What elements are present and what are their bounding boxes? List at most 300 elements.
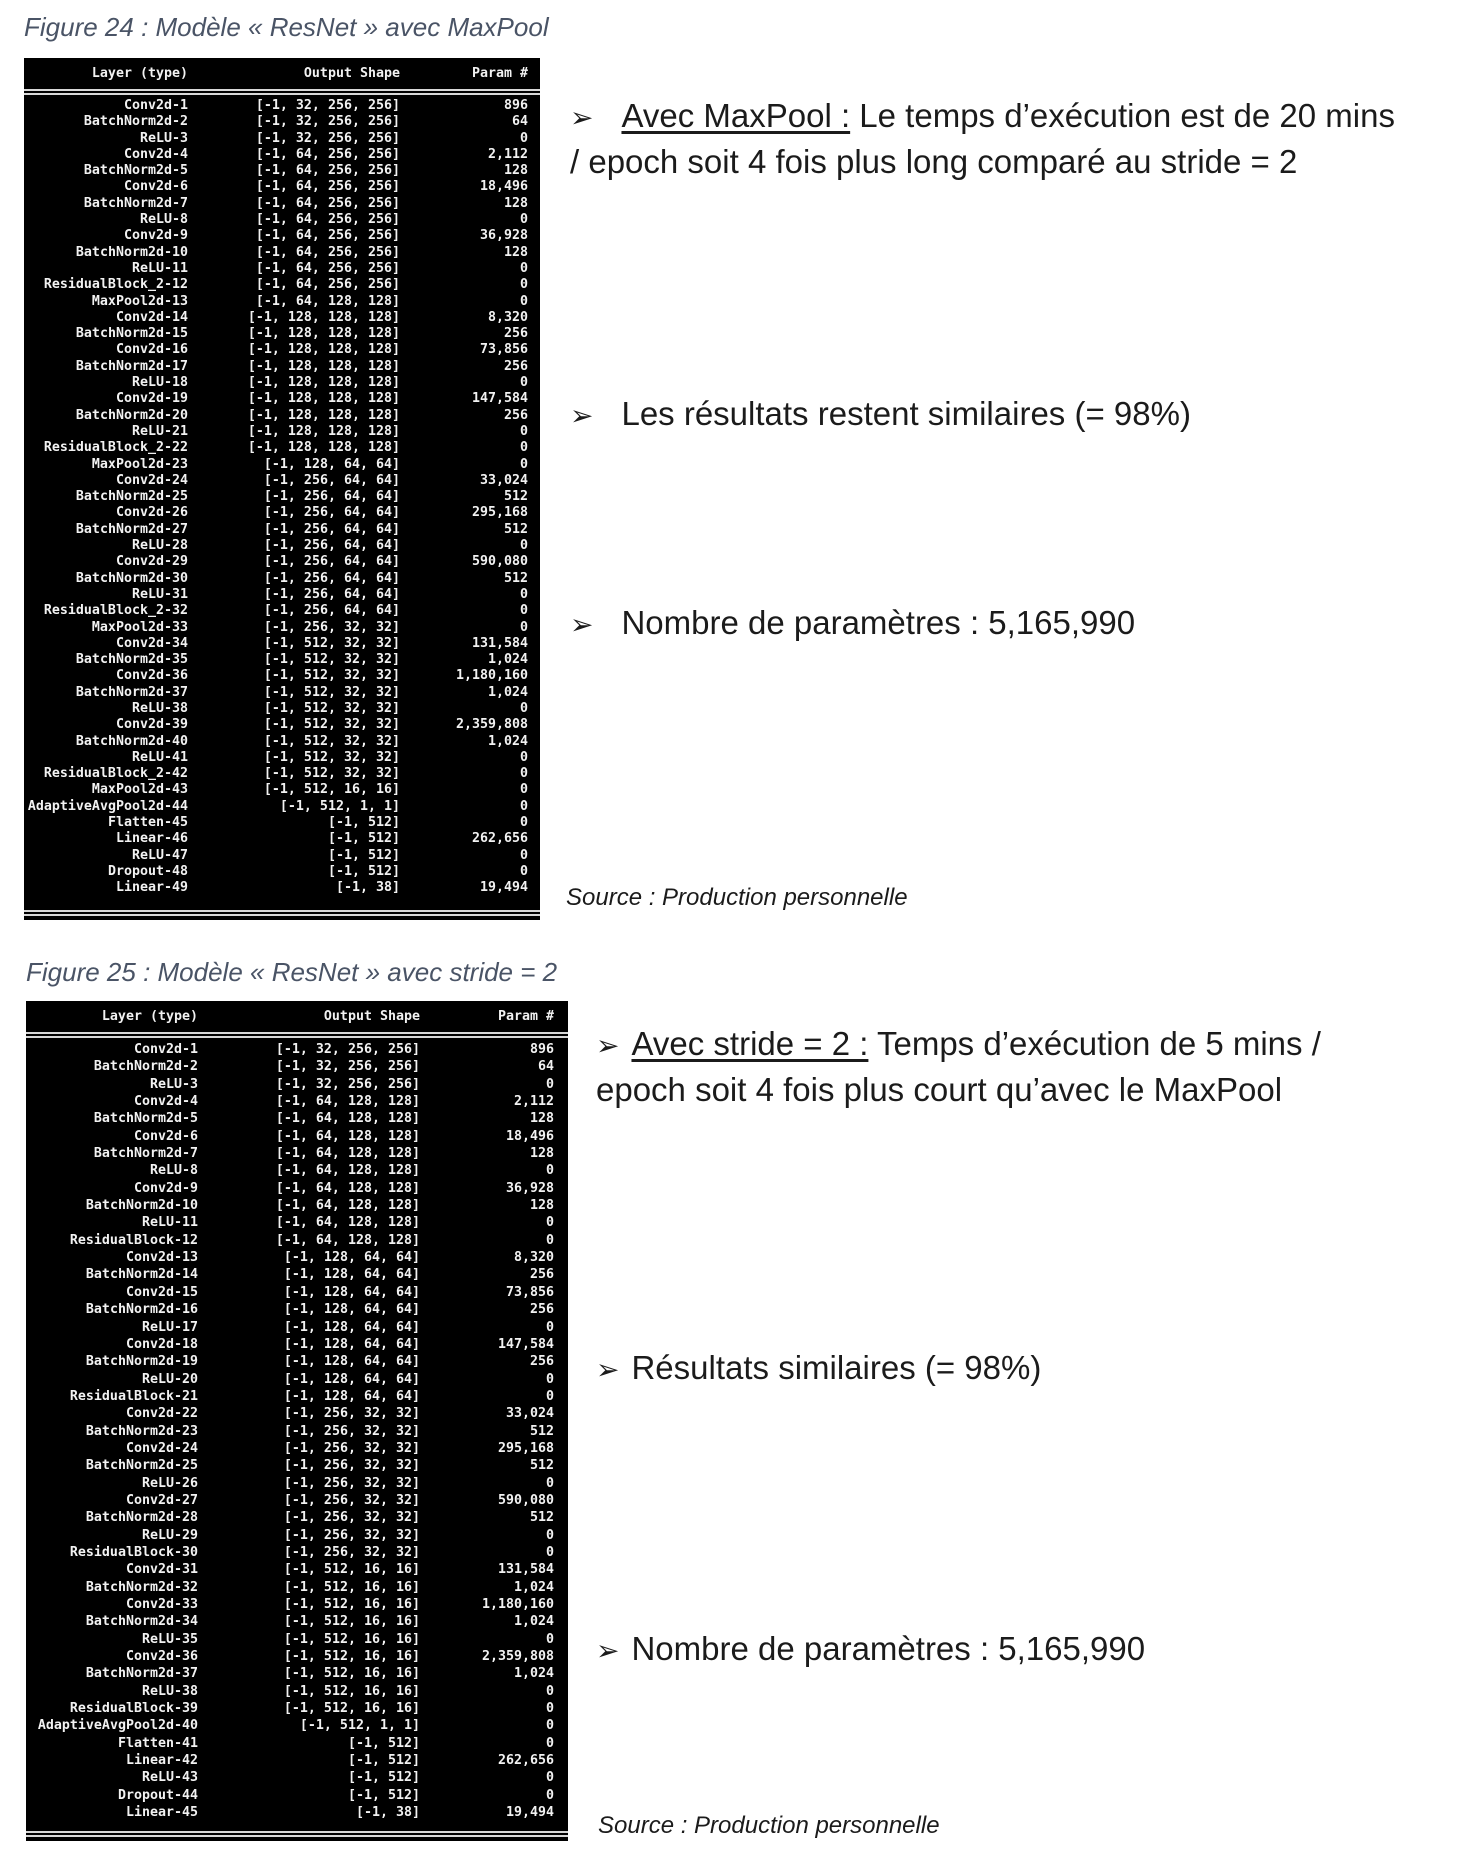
output-shape: [-1, 128, 64, 64] [283, 1284, 420, 1300]
param-count: 131,584 [497, 1562, 554, 1578]
table-row [24, 473, 540, 489]
output-shape: [-1, 512, 32, 32] [263, 733, 400, 749]
table-row [26, 1665, 568, 1682]
layer-name: Conv2d-33 [125, 1597, 198, 1612]
layer-name: Conv2d-24 [115, 472, 188, 488]
param-count: 1,180,160 [455, 668, 528, 684]
table-row [24, 212, 540, 228]
layer-name: ReLU-8 [139, 212, 188, 228]
bullet-text: Nombre de paramètres : 5,165,990 [621, 604, 1136, 641]
arrowhead-bullet-icon: ➢ [570, 609, 594, 640]
table-row [24, 848, 540, 864]
table-row [26, 1214, 568, 1231]
param-count: 0 [545, 1527, 554, 1543]
param-count: 33,024 [505, 1406, 554, 1422]
param-count: 256 [503, 407, 528, 423]
layer-name: BatchNorm2d-25 [85, 1458, 198, 1474]
output-shape: [-1, 128, 128, 128] [247, 391, 400, 407]
param-count: 0 [519, 619, 528, 635]
layer-name: Conv2d-26 [115, 505, 188, 521]
footer-separator [24, 910, 540, 916]
table-row [24, 505, 540, 521]
output-shape: [-1, 512, 32, 32] [263, 766, 400, 782]
layer-name: BatchNorm2d-7 [93, 1146, 198, 1162]
layer-name: ReLU-3 [149, 1076, 198, 1092]
layer-name: BatchNorm2d-10 [85, 1198, 198, 1214]
layer-name: Conv2d-9 [133, 1180, 198, 1196]
layer-name: Conv2d-24 [125, 1440, 198, 1456]
header-param: Param # [471, 65, 528, 81]
table-row [26, 1162, 568, 1179]
output-shape: [-1, 512, 32, 32] [263, 684, 400, 700]
param-count: 262,656 [497, 1753, 554, 1769]
layer-name: BatchNorm2d-16 [85, 1302, 198, 1318]
param-count: 256 [529, 1302, 554, 1318]
param-count: 0 [545, 1319, 554, 1335]
table-row [24, 375, 540, 391]
param-count: 19,494 [505, 1805, 554, 1821]
layer-name: Conv2d-6 [133, 1128, 198, 1144]
layer-name: MaxPool2d-13 [91, 293, 188, 309]
output-shape: [-1, 512, 32, 32] [263, 700, 400, 716]
table-row [24, 831, 540, 847]
table-row [24, 652, 540, 668]
layer-name: Conv2d-4 [123, 146, 188, 162]
output-shape: [-1, 512, 16, 16] [283, 1649, 420, 1665]
param-count: 147,584 [471, 391, 528, 407]
output-shape: [-1, 256, 32, 32] [283, 1527, 420, 1543]
layer-name: Conv2d-1 [123, 98, 188, 113]
table-row [26, 1388, 568, 1405]
layer-name: BatchNorm2d-17 [75, 358, 188, 374]
layer-name: ReLU-11 [141, 1215, 198, 1231]
table-row [24, 342, 540, 358]
table-row [24, 408, 540, 424]
table-row [24, 880, 540, 896]
layer-name: Flatten-45 [107, 815, 188, 831]
param-count: 0 [545, 1475, 554, 1491]
param-count: 131,584 [471, 635, 528, 651]
table-row [26, 1631, 568, 1648]
param-count: 0 [545, 1371, 554, 1387]
output-shape: [-1, 128, 64, 64] [283, 1302, 420, 1318]
param-count: 0 [519, 293, 528, 309]
param-count: 0 [545, 1232, 554, 1248]
layer-name: ReLU-21 [131, 423, 188, 439]
output-shape: [-1, 256, 32, 32] [283, 1458, 420, 1474]
layer-name: ReLU-29 [141, 1527, 198, 1543]
layer-name: BatchNorm2d-35 [75, 652, 188, 668]
arrowhead-bullet-icon: ➢ [570, 102, 594, 133]
table-row [26, 1249, 568, 1266]
layer-name: ReLU-28 [131, 538, 188, 554]
layer-name: ReLU-47 [131, 847, 188, 863]
param-count: 256 [503, 358, 528, 374]
table-row [24, 766, 540, 782]
summary-header [24, 58, 540, 88]
param-count: 33,024 [479, 472, 528, 488]
table-row [24, 131, 540, 147]
output-shape: [-1, 512, 16, 16] [283, 1666, 420, 1682]
param-count: 512 [529, 1423, 554, 1439]
layer-name: ReLU-26 [141, 1475, 198, 1491]
param-count: 128 [529, 1111, 554, 1127]
output-shape: [-1, 64, 128, 128] [275, 1094, 420, 1110]
figure-24-bullet-params [570, 601, 1410, 647]
param-count: 1,024 [513, 1614, 554, 1630]
output-shape: [-1, 512, 16, 16] [263, 782, 400, 798]
table-row [26, 1804, 568, 1821]
param-count: 0 [545, 1787, 554, 1803]
output-shape: [-1, 64, 256, 256] [255, 244, 400, 260]
output-shape: [-1, 128, 64, 64] [283, 1371, 420, 1387]
figure-24-bullet-maxpool [570, 94, 1410, 184]
layer-name: BatchNorm2d-5 [83, 163, 188, 179]
layer-name: BatchNorm2d-27 [75, 521, 188, 537]
figure-24-model-summary [24, 58, 540, 920]
param-count: 0 [519, 277, 528, 293]
table-row [24, 277, 540, 293]
output-shape: [-1, 64, 256, 256] [255, 212, 400, 228]
param-count: 896 [529, 1042, 554, 1057]
param-count: 0 [545, 1076, 554, 1092]
output-shape: [-1, 256, 32, 32] [283, 1440, 420, 1456]
param-count: 0 [519, 212, 528, 228]
arrowhead-bullet-icon: ➢ [596, 1354, 620, 1385]
table-row [24, 603, 540, 619]
layer-name: Conv2d-13 [125, 1250, 198, 1266]
table-row [26, 1717, 568, 1734]
layer-name: Flatten-41 [117, 1735, 198, 1751]
param-count: 1,024 [513, 1579, 554, 1595]
param-count: 1,024 [487, 684, 528, 700]
summary-header [26, 1001, 568, 1031]
table-row [26, 1423, 568, 1440]
param-count: 0 [545, 1770, 554, 1786]
output-shape: [-1, 128, 128, 128] [247, 326, 400, 342]
header-separator [26, 1032, 568, 1038]
layer-name: Conv2d-1 [133, 1042, 198, 1057]
output-shape: [-1, 128, 64, 64] [283, 1354, 420, 1370]
output-shape: [-1, 512, 1, 1] [279, 798, 400, 814]
layer-name: BatchNorm2d-34 [85, 1614, 198, 1630]
param-count: 295,168 [471, 505, 528, 521]
output-shape: [-1, 256, 64, 64] [263, 570, 400, 586]
table-row [24, 750, 540, 766]
output-shape: [-1, 512, 32, 32] [263, 635, 400, 651]
layer-name: ResidualBlock-39 [69, 1701, 198, 1717]
table-row [26, 1076, 568, 1093]
param-count: 0 [545, 1388, 554, 1404]
output-shape: [-1, 32, 256, 256] [275, 1059, 420, 1075]
layer-name: ReLU-3 [139, 130, 188, 146]
output-shape: [-1, 256, 32, 32] [283, 1475, 420, 1491]
layer-name: ReLU-35 [141, 1631, 198, 1647]
output-shape: [-1, 256, 64, 64] [263, 472, 400, 488]
output-shape: [-1, 128, 128, 128] [247, 375, 400, 391]
param-count: 73,856 [505, 1284, 554, 1300]
output-shape: [-1, 38] [355, 1805, 420, 1821]
param-count: 0 [519, 586, 528, 602]
param-count: 590,080 [471, 554, 528, 570]
output-shape: [-1, 256, 64, 64] [263, 505, 400, 521]
output-shape: [-1, 32, 256, 256] [255, 98, 400, 113]
param-count: 0 [519, 749, 528, 765]
table-row [26, 1266, 568, 1283]
table-row [26, 1336, 568, 1353]
output-shape: [-1, 64, 256, 256] [255, 195, 400, 211]
bullet-text: Temps d’exécution de 5 mins / epoch soit 4 fois plus court qu’avec le MaxPool [596, 1025, 1321, 1108]
table-row [24, 717, 540, 733]
layer-name: BatchNorm2d-37 [85, 1666, 198, 1682]
output-shape: [-1, 128, 64, 64] [283, 1388, 420, 1404]
output-shape: [-1, 512, 16, 16] [283, 1562, 420, 1578]
param-count: 0 [545, 1701, 554, 1717]
param-count: 19,494 [479, 880, 528, 896]
bullet-emphasis: Avec MaxPool : [621, 97, 851, 134]
output-shape: [-1, 512, 32, 32] [263, 749, 400, 765]
output-shape: [-1, 256, 32, 32] [283, 1544, 420, 1560]
layer-name: Linear-46 [115, 831, 188, 847]
table-row [26, 1475, 568, 1492]
param-count: 73,856 [479, 342, 528, 358]
layer-name: ReLU-18 [131, 375, 188, 391]
table-row [24, 864, 540, 880]
output-shape: [-1, 512, 32, 32] [263, 668, 400, 684]
param-count: 0 [519, 440, 528, 456]
output-shape: [-1, 128, 128, 128] [247, 342, 400, 358]
output-shape: [-1, 512, 32, 32] [263, 717, 400, 733]
output-shape: [-1, 128, 128, 128] [247, 423, 400, 439]
param-count: 0 [545, 1718, 554, 1734]
output-shape: [-1, 38] [335, 880, 400, 896]
layer-name: Conv2d-27 [125, 1492, 198, 1508]
param-count: 0 [519, 766, 528, 782]
param-count: 0 [545, 1735, 554, 1751]
layer-name: ReLU-43 [141, 1770, 198, 1786]
layer-name: Conv2d-19 [115, 391, 188, 407]
param-count: 0 [545, 1215, 554, 1231]
header-separator [24, 89, 540, 95]
output-shape: [-1, 64, 128, 128] [275, 1128, 420, 1144]
param-count: 0 [519, 603, 528, 619]
param-count: 1,024 [487, 733, 528, 749]
table-row [26, 1492, 568, 1509]
param-count: 0 [545, 1544, 554, 1560]
param-count: 18,496 [479, 179, 528, 195]
table-row [26, 1752, 568, 1769]
layer-name: MaxPool2d-33 [91, 619, 188, 635]
table-row [24, 391, 540, 407]
output-shape: [-1, 512, 16, 16] [283, 1597, 420, 1612]
layer-name: BatchNorm2d-7 [83, 195, 188, 211]
table-row [26, 1232, 568, 1249]
table-row [24, 196, 540, 212]
layer-name: Dropout-44 [117, 1787, 198, 1803]
output-shape: [-1, 512] [347, 1753, 420, 1769]
output-shape: [-1, 256, 32, 32] [283, 1492, 420, 1508]
param-count: 0 [519, 456, 528, 472]
layer-name: ReLU-31 [131, 586, 188, 602]
output-shape: [-1, 512] [347, 1770, 420, 1786]
figure-24-caption: Figure 24 : Modèle « ResNet » avec MaxPool [24, 12, 549, 42]
layer-name: ReLU-11 [131, 260, 188, 276]
table-row [26, 1769, 568, 1786]
param-count: 0 [545, 1631, 554, 1647]
table-row [24, 228, 540, 244]
output-shape: [-1, 32, 256, 256] [275, 1042, 420, 1057]
param-count: 1,180,160 [481, 1597, 554, 1612]
output-shape: [-1, 64, 128, 128] [275, 1198, 420, 1214]
output-shape: [-1, 256, 32, 32] [283, 1423, 420, 1439]
output-shape: [-1, 64, 256, 256] [255, 179, 400, 195]
param-count: 0 [519, 782, 528, 798]
output-shape: [-1, 128, 64, 64] [283, 1319, 420, 1335]
table-row [24, 636, 540, 652]
param-count: 64 [537, 1059, 554, 1075]
table-row [26, 1700, 568, 1717]
table-row [24, 571, 540, 587]
table-row [24, 799, 540, 815]
output-shape: [-1, 64, 128, 128] [275, 1146, 420, 1162]
param-count: 8,320 [487, 309, 528, 325]
param-count: 147,584 [497, 1336, 554, 1352]
param-count: 256 [503, 326, 528, 342]
param-count: 512 [529, 1458, 554, 1474]
output-shape: [-1, 128, 128, 128] [247, 407, 400, 423]
table-row [24, 734, 540, 750]
output-shape: [-1, 512, 16, 16] [283, 1579, 420, 1595]
layer-name: Conv2d-14 [115, 309, 188, 325]
layer-name: ReLU-38 [141, 1683, 198, 1699]
layer-name: BatchNorm2d-25 [75, 489, 188, 505]
layer-name: Conv2d-22 [125, 1406, 198, 1422]
output-shape: [-1, 512, 16, 16] [283, 1701, 420, 1717]
output-shape: [-1, 32, 256, 256] [255, 130, 400, 146]
layer-name: BatchNorm2d-5 [93, 1111, 198, 1127]
header-param: Param # [497, 1008, 554, 1024]
table-row [26, 1093, 568, 1110]
param-count: 295,168 [497, 1440, 554, 1456]
layer-name: MaxPool2d-23 [91, 456, 188, 472]
bullet-text: Le temps d’exécution est de 20 mins / epoch soit 4 fois plus long comparé au stride = 2 [570, 97, 1395, 180]
figure-25-bullet-results [596, 1346, 1416, 1392]
layer-name: MaxPool2d-43 [91, 782, 188, 798]
layer-name: BatchNorm2d-28 [85, 1510, 198, 1526]
table-row [26, 1561, 568, 1578]
output-shape: [-1, 512, 16, 16] [283, 1631, 420, 1647]
table-row [24, 440, 540, 456]
output-shape: [-1, 64, 256, 256] [255, 163, 400, 179]
table-row [26, 1440, 568, 1457]
param-count: 512 [503, 489, 528, 505]
table-row [26, 1180, 568, 1197]
output-shape: [-1, 32, 256, 256] [255, 114, 400, 130]
output-shape: [-1, 512] [347, 1787, 420, 1803]
layer-name: BatchNorm2d-2 [93, 1059, 198, 1075]
output-shape: [-1, 512] [327, 815, 400, 831]
layer-name: BatchNorm2d-20 [75, 407, 188, 423]
table-row [24, 163, 540, 179]
param-count: 2,112 [513, 1094, 554, 1110]
layer-name: ReLU-41 [131, 749, 188, 765]
param-count: 896 [503, 98, 528, 113]
table-row [24, 782, 540, 798]
table-row [26, 1319, 568, 1336]
layer-name: Conv2d-9 [123, 228, 188, 244]
output-shape: [-1, 64, 128, 128] [275, 1111, 420, 1127]
table-row [26, 1301, 568, 1318]
output-shape: [-1, 64, 256, 256] [255, 260, 400, 276]
param-count: 0 [519, 260, 528, 276]
layer-name: Linear-42 [125, 1753, 198, 1769]
table-row [24, 685, 540, 701]
layer-name: BatchNorm2d-14 [85, 1267, 198, 1283]
table-row [26, 1058, 568, 1075]
output-shape: [-1, 128, 64, 64] [263, 456, 400, 472]
output-shape: [-1, 256, 64, 64] [263, 554, 400, 570]
table-row [24, 114, 540, 130]
output-shape: [-1, 512] [327, 863, 400, 879]
table-row [24, 701, 540, 717]
table-row [26, 1613, 568, 1630]
table-row [24, 359, 540, 375]
header-layer: Layer (type) [91, 65, 188, 81]
figure-25-caption: Figure 25 : Modèle « ResNet » avec stride = 2 [26, 957, 558, 987]
output-shape: [-1, 32, 256, 256] [275, 1076, 420, 1092]
param-count: 0 [519, 798, 528, 814]
bullet-text: Nombre de paramètres : 5,165,990 [631, 1630, 1146, 1667]
table-row [24, 147, 540, 163]
output-shape: [-1, 256, 64, 64] [263, 521, 400, 537]
output-shape: [-1, 64, 128, 128] [275, 1163, 420, 1179]
output-shape: [-1, 256, 32, 32] [263, 619, 400, 635]
table-row [26, 1284, 568, 1301]
layer-name: Conv2d-34 [115, 635, 188, 651]
arrowhead-bullet-icon: ➢ [596, 1635, 620, 1666]
layer-name: Dropout-48 [107, 863, 188, 879]
table-row [24, 98, 540, 114]
table-row [26, 1579, 568, 1596]
layer-name: Conv2d-36 [125, 1649, 198, 1665]
layer-name: Conv2d-36 [115, 668, 188, 684]
output-shape: [-1, 128, 64, 64] [283, 1336, 420, 1352]
param-count: 512 [529, 1510, 554, 1526]
layer-name: Linear-49 [115, 880, 188, 896]
param-count: 0 [519, 423, 528, 439]
table-row [24, 620, 540, 636]
param-count: 0 [519, 538, 528, 554]
param-count: 0 [519, 700, 528, 716]
table-row [26, 1683, 568, 1700]
output-shape: [-1, 256, 64, 64] [263, 586, 400, 602]
table-row [26, 1110, 568, 1127]
output-shape: [-1, 64, 128, 128] [275, 1180, 420, 1196]
param-count: 262,656 [471, 831, 528, 847]
table-row [24, 457, 540, 473]
layer-name: Conv2d-4 [133, 1094, 198, 1110]
footer-separator [26, 1831, 568, 1837]
bullet-text: Résultats similaires (= 98%) [631, 1349, 1042, 1386]
output-shape: [-1, 512, 16, 16] [283, 1614, 420, 1630]
layer-name: BatchNorm2d-10 [75, 244, 188, 260]
param-count: 0 [519, 847, 528, 863]
figure-25-model-summary [26, 1001, 568, 1841]
param-count: 0 [519, 375, 528, 391]
output-shape: [-1, 512, 16, 16] [283, 1683, 420, 1699]
output-shape: [-1, 64, 128, 128] [255, 293, 400, 309]
param-count: 0 [519, 863, 528, 879]
